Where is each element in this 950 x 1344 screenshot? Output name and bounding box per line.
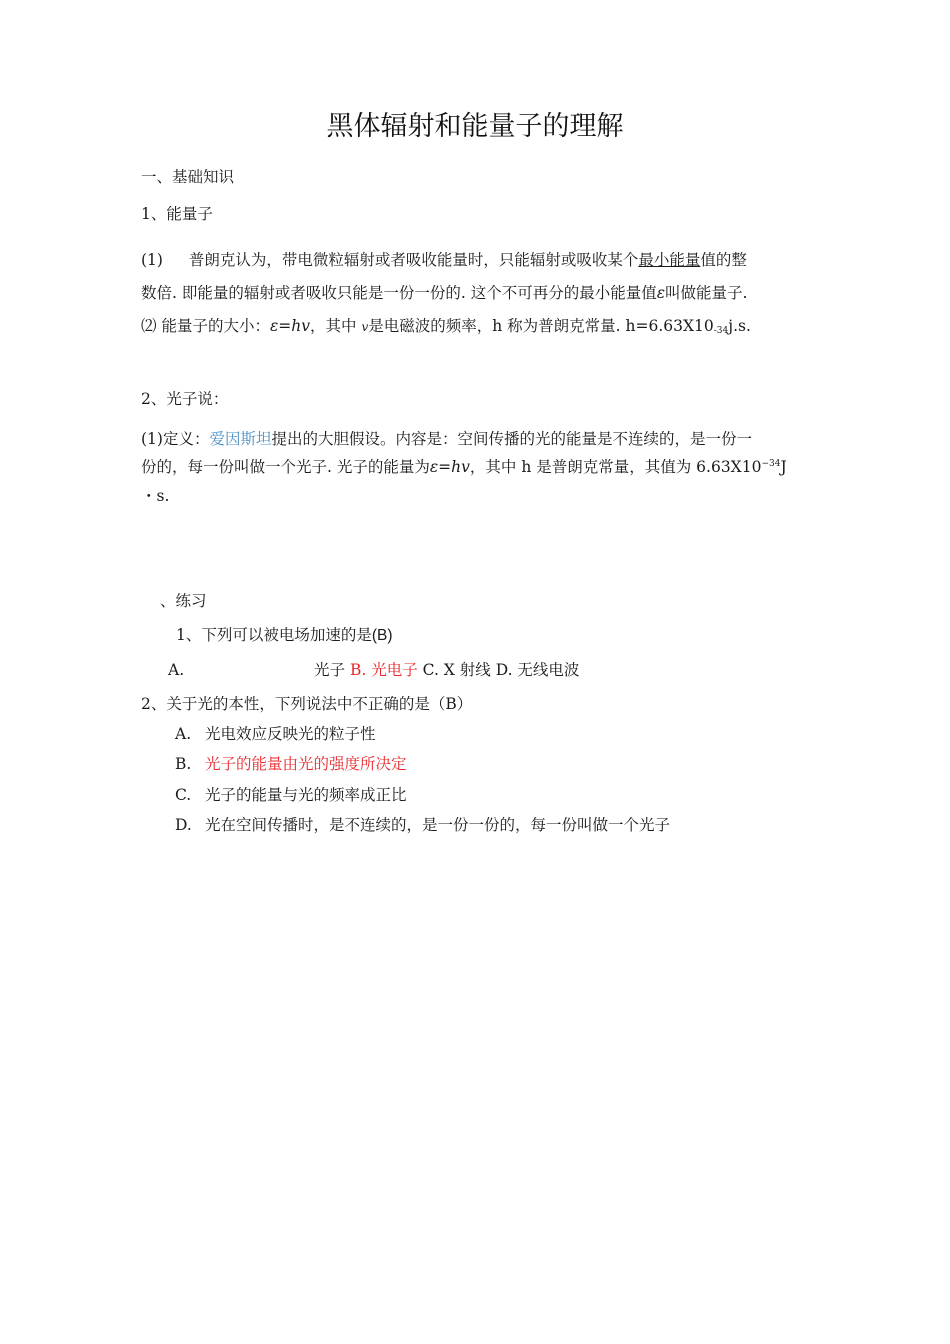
- question-2-option: [175, 815, 670, 835]
- answer: (B): [371, 627, 393, 644]
- option-key: B.: [175, 755, 192, 773]
- definition-line-1: [141, 429, 752, 449]
- question-2-option: [175, 724, 376, 744]
- paragraph-text: 值的整: [700, 251, 747, 269]
- option-text: 光子的能量与光的频率成正比: [205, 786, 407, 804]
- option-text: 光电效应反映光的粒子性: [205, 725, 376, 743]
- paragraph-number: (1): [141, 251, 163, 269]
- option-text: C. X 射线 D. 无线电波: [422, 661, 580, 679]
- question-2-stem: 2、关于光的本性，下列说法中不正确的是（B）: [141, 695, 473, 713]
- paragraph-text: 是电磁波的频率，h 称为普朗克常量. h=6.63X10: [368, 317, 714, 335]
- definition-text: 份的，每一份叫做一个光子. 光子的能量为: [141, 458, 430, 476]
- option-key: A.: [175, 725, 192, 743]
- paragraph-2: [141, 316, 751, 339]
- definition-text: J: [780, 458, 787, 476]
- paragraph-1-line-1: [141, 250, 747, 270]
- option-text: 光子: [314, 661, 346, 679]
- question-text: 1、下列可以被电场加速的是: [176, 626, 372, 644]
- einstein-name: 爱因斯坦: [209, 430, 272, 448]
- paragraph-text: 能量子的大小：: [161, 317, 270, 335]
- subheading-energy-quantum: 1、能量子: [141, 205, 213, 223]
- paragraph-text: 普朗克认为，带电微粒辐射或者吸收能量时，只能辐射或吸收某个: [188, 251, 639, 269]
- epsilon-symbol: ε: [656, 284, 666, 302]
- subheading-photon-theory: 2、光子说：: [141, 390, 229, 408]
- definition-text: ，其中 h 是普朗克常量，其值为 6.63X10: [469, 458, 762, 476]
- paragraph-1-line-2: [141, 283, 747, 303]
- paragraph-text: ，其中: [310, 317, 357, 335]
- paragraph-text: j.s.: [728, 317, 751, 335]
- paragraph-text: 叫做能量子.: [665, 284, 748, 302]
- option-text: 光在空间传播时，是不连续的，是一份一份的，每一份叫做一个光子: [205, 816, 671, 834]
- formula: ε=hv: [269, 317, 311, 335]
- exponent: −34: [761, 459, 781, 469]
- question-1-stem: [176, 625, 393, 646]
- definition-label: (1)定义：: [141, 430, 210, 448]
- page-title: 黑体辐射和能量子的理解: [326, 111, 624, 142]
- question-2-option: [175, 785, 407, 805]
- question-2-option-correct: [175, 754, 407, 774]
- correct-option: B. 光电子: [349, 661, 418, 679]
- paragraph-number: ⑵: [141, 317, 157, 335]
- definition-line-3: ・s.: [141, 487, 170, 505]
- exponent: -34: [713, 326, 729, 336]
- question-1-options: [314, 660, 579, 680]
- underlined-term: 最小能量: [638, 251, 701, 269]
- paragraph-text: 数倍. 即能量的辐射或者吸收只能是一份一份的. 这个不可再分的最小能量值: [141, 284, 657, 302]
- section-heading-exercises: 、练习: [160, 592, 207, 610]
- formula: ε=hv: [429, 458, 470, 476]
- option-text: 光子的能量由光的强度所决定: [205, 755, 407, 773]
- option-key: C.: [175, 786, 192, 804]
- section-heading-basics: 一、基础知识: [141, 168, 235, 186]
- question-1-option-a: A.: [168, 661, 185, 679]
- definition-line-2: [141, 457, 787, 480]
- option-key: D.: [175, 816, 192, 834]
- frequency-symbol: v: [361, 320, 369, 334]
- definition-text: 提出的大胆假设。内容是：空间传播的光的能量是不连续的，是一份一: [271, 430, 752, 448]
